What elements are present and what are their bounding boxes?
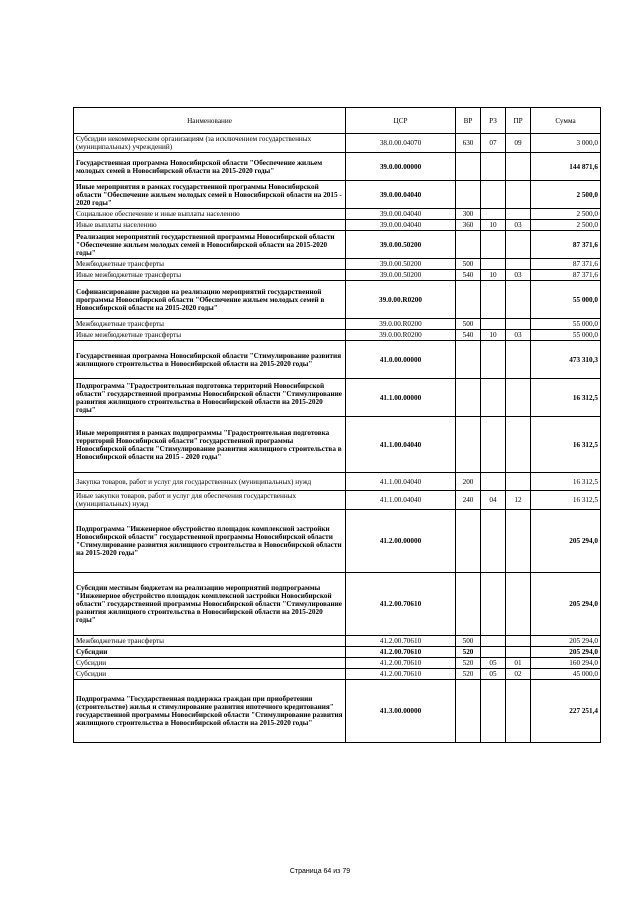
- page-footer: Страница 64 из 79: [289, 868, 351, 875]
- cell-vr: [456, 379, 481, 417]
- cell-pr: [506, 379, 531, 417]
- table-row: [74, 153, 601, 181]
- cell-vr: [456, 680, 481, 743]
- cell-sum: 45 000,0: [531, 669, 601, 680]
- cell-sum: 87 371,6: [531, 231, 601, 259]
- table-row: [74, 181, 601, 209]
- header-rz: РЗ: [481, 108, 506, 134]
- cell-csr: 41.2.00.70610: [346, 636, 456, 647]
- cell-pr: [506, 153, 531, 181]
- cell-vr: 240: [456, 491, 481, 510]
- cell-sum: 16 312,5: [531, 491, 601, 510]
- header-sum: Сумма: [531, 108, 601, 134]
- cell-pr: [506, 231, 531, 259]
- cell-name: Подпрограмма "Градостроительная подготовка территорий Новосибирской области" государственной программы Новосибирской области "Стимулирование развития жилищного строительства в Новосибирской области на 2015-2020 годы": [74, 379, 346, 417]
- cell-vr: 500: [456, 259, 481, 270]
- cell-vr: 360: [456, 220, 481, 231]
- cell-sum: 473 310,3: [531, 341, 601, 379]
- cell-pr: [506, 417, 531, 473]
- cell-csr: 41.3.00.00000: [346, 680, 456, 743]
- cell-pr: [506, 181, 531, 209]
- cell-rz: [481, 647, 506, 658]
- cell-name: Реализация мероприятий государственной программы Новосибирской области "Обеспечение жильем молодых семей в Новосибирской области на 2015-2020 годы": [74, 231, 346, 259]
- cell-name: Иные выплаты населению: [74, 220, 346, 231]
- cell-pr: [506, 319, 531, 330]
- cell-pr: 09: [506, 134, 531, 153]
- cell-csr: 41.2.00.70610: [346, 669, 456, 680]
- cell-name: Иные мероприятия в рамках государственной программы Новосибирской области "Обеспечение жильем молодых семей в Новосибирской области на 2015 - 2020 годы": [74, 181, 346, 209]
- cell-csr: 38.0.00.04070: [346, 134, 456, 153]
- cell-name: Государственная программа Новосибирской области "Обеспечение жильем молодых семей в Новосибирской области на 2015-2020 годы": [74, 153, 346, 181]
- cell-pr: [506, 341, 531, 379]
- cell-name: Социальное обеспечение и иные выплаты населению: [74, 209, 346, 220]
- cell-sum: 205 294,0: [531, 510, 601, 573]
- header-pr: ПР: [506, 108, 531, 134]
- table-row: [74, 270, 601, 281]
- cell-name: Подпрограмма "Государственная поддержка граждан при приобретении (строительстве) жилья и стимулирование развития ипотечного кредитования" государственной программы Новосибирской области "Стимулирование развития жилищного строительства в Новосибирской области на 2015-2020 годы": [74, 680, 346, 743]
- cell-pr: [506, 209, 531, 220]
- cell-csr: 41.1.00.04040: [346, 417, 456, 473]
- cell-csr: 41.2.00.70610: [346, 658, 456, 669]
- cell-sum: 16 312,5: [531, 379, 601, 417]
- cell-sum: 205 294,0: [531, 647, 601, 658]
- cell-rz: 04: [481, 491, 506, 510]
- cell-name: Закупка товаров, работ и услуг для государственных (муниципальных) нужд: [74, 473, 346, 491]
- cell-sum: 2 500,0: [531, 220, 601, 231]
- cell-sum: 160 294,0: [531, 658, 601, 669]
- cell-name: Субсидии: [74, 669, 346, 680]
- cell-vr: 540: [456, 330, 481, 341]
- cell-rz: [481, 379, 506, 417]
- cell-csr: 41.1.00.00000: [346, 379, 456, 417]
- table-row: [74, 491, 601, 510]
- cell-sum: 227 251,4: [531, 680, 601, 743]
- cell-csr: 39.0.00.R0200: [346, 319, 456, 330]
- cell-rz: [481, 319, 506, 330]
- cell-sum: 87 371,6: [531, 259, 601, 270]
- budget-table: [73, 107, 601, 743]
- cell-vr: [456, 153, 481, 181]
- table-row: [74, 281, 601, 319]
- cell-rz: 10: [481, 330, 506, 341]
- cell-pr: 03: [506, 330, 531, 341]
- cell-csr: 39.0.00.50200: [346, 231, 456, 259]
- cell-sum: 16 312,5: [531, 417, 601, 473]
- cell-name: Субсидии местным бюджетам на реализацию мероприятий подпрограммы "Инженерное обустройство площадок комплексной застройки Новосибирской области" государственной программы Новосибирской области "Стимулирование развития жилищного строительства в Новосибирской области на 2015-2020 годы": [74, 573, 346, 636]
- cell-pr: [506, 647, 531, 658]
- cell-rz: [481, 153, 506, 181]
- cell-csr: 41.2.00.70610: [346, 573, 456, 636]
- cell-vr: 300: [456, 209, 481, 220]
- cell-name: Межбюджетные трансферты: [74, 636, 346, 647]
- cell-rz: [481, 680, 506, 743]
- cell-vr: 200: [456, 473, 481, 491]
- table-row: [74, 379, 601, 417]
- table-row: [74, 647, 601, 658]
- cell-vr: [456, 231, 481, 259]
- cell-vr: 500: [456, 636, 481, 647]
- cell-sum: 2 500,0: [531, 209, 601, 220]
- cell-vr: [456, 281, 481, 319]
- cell-pr: 12: [506, 491, 531, 510]
- cell-csr: 41.0.00.00000: [346, 341, 456, 379]
- cell-rz: 07: [481, 134, 506, 153]
- cell-name: Субсидии: [74, 658, 346, 669]
- cell-vr: 630: [456, 134, 481, 153]
- header-name: Наименование: [74, 108, 346, 134]
- cell-rz: 10: [481, 220, 506, 231]
- table-row: [74, 510, 601, 573]
- cell-rz: [481, 281, 506, 319]
- cell-pr: [506, 680, 531, 743]
- cell-csr: 39.0.00.04040: [346, 181, 456, 209]
- cell-rz: [481, 636, 506, 647]
- cell-pr: 03: [506, 220, 531, 231]
- cell-name: Иные мероприятия в рамках подпрограммы "Градостроительная подготовка территорий Новосибирской области" государственной программы Новосибирской области "Стимулирование развития жилищного строительства в Новосибирской области на 2015 - 2020 годы": [74, 417, 346, 473]
- cell-pr: [506, 510, 531, 573]
- cell-sum: 205 294,0: [531, 573, 601, 636]
- cell-rz: [481, 510, 506, 573]
- cell-pr: [506, 636, 531, 647]
- table-row: [74, 573, 601, 636]
- cell-rz: [481, 341, 506, 379]
- cell-sum: 87 371,6: [531, 270, 601, 281]
- cell-sum: 205 294,0: [531, 636, 601, 647]
- cell-csr: 39.0.00.50200: [346, 259, 456, 270]
- cell-pr: 02: [506, 669, 531, 680]
- cell-rz: [481, 181, 506, 209]
- table-row: [74, 319, 601, 330]
- cell-name: Субсидии: [74, 647, 346, 658]
- cell-rz: [481, 473, 506, 491]
- cell-rz: [481, 231, 506, 259]
- table-row: [74, 220, 601, 231]
- cell-sum: 55 000,0: [531, 330, 601, 341]
- cell-vr: 500: [456, 319, 481, 330]
- cell-csr: 39.0.00.04040: [346, 209, 456, 220]
- table-row: [74, 658, 601, 669]
- cell-name: Подпрограмма "Инженерное обустройство площадок комплексной застройки Новосибирской области" государственной программы Новосибирской области "Стимулирование развития жилищного строительства в Новосибирской области на 2015-2020 годы": [74, 510, 346, 573]
- cell-vr: 520: [456, 647, 481, 658]
- table-row: [74, 473, 601, 491]
- cell-rz: 10: [481, 270, 506, 281]
- cell-csr: 41.2.00.70610: [346, 647, 456, 658]
- cell-name: Иные межбюджетные трансферты: [74, 330, 346, 341]
- cell-vr: 520: [456, 658, 481, 669]
- cell-rz: [481, 259, 506, 270]
- cell-rz: 05: [481, 658, 506, 669]
- cell-pr: 03: [506, 270, 531, 281]
- cell-csr: 39.0.00.50200: [346, 270, 456, 281]
- table-row: [74, 330, 601, 341]
- cell-pr: [506, 259, 531, 270]
- table-row: [74, 417, 601, 473]
- cell-sum: 16 312,5: [531, 473, 601, 491]
- cell-sum: 144 871,6: [531, 153, 601, 181]
- header-csr: ЦСР: [346, 108, 456, 134]
- cell-name: Межбюджетные трансферты: [74, 319, 346, 330]
- cell-rz: [481, 573, 506, 636]
- cell-rz: [481, 209, 506, 220]
- cell-sum: 2 500,0: [531, 181, 601, 209]
- cell-name: Межбюджетные трансферты: [74, 259, 346, 270]
- header-vr: ВР: [456, 108, 481, 134]
- cell-csr: 39.0.00.04040: [346, 220, 456, 231]
- cell-vr: [456, 510, 481, 573]
- cell-vr: 520: [456, 669, 481, 680]
- cell-csr: 39.0.00.R0200: [346, 330, 456, 341]
- cell-csr: 39.0.00.00000: [346, 153, 456, 181]
- table-row: [74, 209, 601, 220]
- table-row: [74, 134, 601, 153]
- cell-pr: [506, 281, 531, 319]
- cell-pr: [506, 473, 531, 491]
- cell-csr: 39.0.00.R0200: [346, 281, 456, 319]
- table-row: [74, 341, 601, 379]
- cell-vr: [456, 181, 481, 209]
- table-row: [74, 680, 601, 743]
- table-body: [74, 134, 601, 743]
- cell-csr: 41.1.00.04040: [346, 473, 456, 491]
- cell-sum: 55 000,0: [531, 319, 601, 330]
- cell-csr: 41.2.00.00000: [346, 510, 456, 573]
- cell-pr: [506, 573, 531, 636]
- cell-name: Иные межбюджетные трансферты: [74, 270, 346, 281]
- cell-csr: 41.1.00.04040: [346, 491, 456, 510]
- cell-vr: [456, 417, 481, 473]
- cell-sum: 3 000,0: [531, 134, 601, 153]
- table-row: [74, 669, 601, 680]
- cell-vr: 540: [456, 270, 481, 281]
- table-header-row: [74, 108, 601, 134]
- table-row: [74, 231, 601, 259]
- cell-vr: [456, 573, 481, 636]
- cell-name: Субсидии некоммерческим организациям (за исключением государственных (муниципальных) учреждений): [74, 134, 346, 153]
- cell-name: Иные закупки товаров, работ и услуг для обеспечения государственных (муниципальных) нужд: [74, 491, 346, 510]
- cell-name: Софинансирование расходов на реализацию мероприятий государственной программы Новосибирской области "Обеспечение жильем молодых семей в Новосибирской области на 2015-2020 годы": [74, 281, 346, 319]
- cell-name: Государственная программа Новосибирской области "Стимулирование развития жилищного строительства в Новосибирской области на 2015-2020 годы": [74, 341, 346, 379]
- cell-rz: [481, 417, 506, 473]
- table-row: [74, 259, 601, 270]
- cell-pr: 01: [506, 658, 531, 669]
- cell-vr: [456, 341, 481, 379]
- table-row: [74, 636, 601, 647]
- cell-sum: 55 000,0: [531, 281, 601, 319]
- cell-rz: 05: [481, 669, 506, 680]
